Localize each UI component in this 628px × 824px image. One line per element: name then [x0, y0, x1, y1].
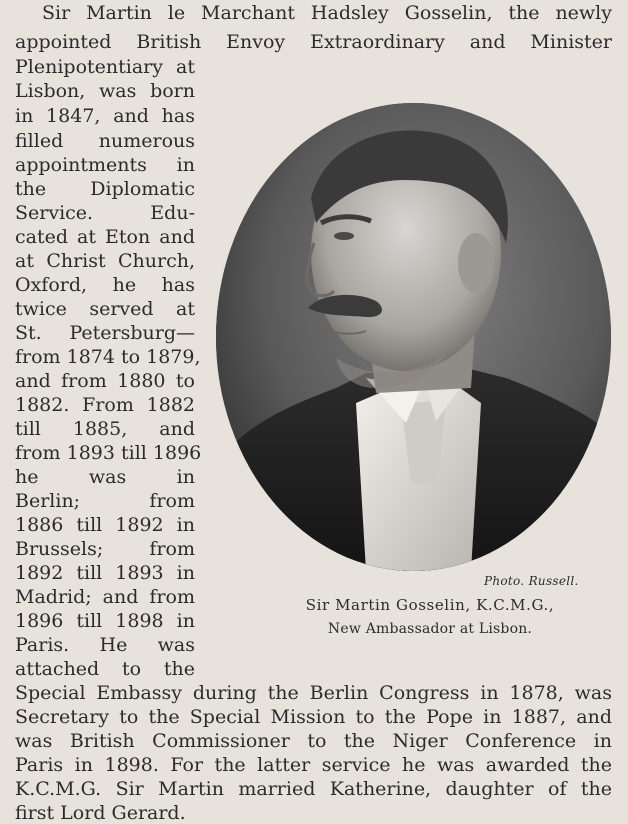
article-line: Paris. He was: [15, 634, 195, 656]
article-line: Lisbon, was born: [15, 80, 195, 102]
article-line: Madrid; and from: [15, 586, 195, 608]
article-line: 1896 till 1898 in: [15, 610, 195, 632]
article-line: Berlin; from: [15, 490, 195, 512]
article-line: Paris in 1898. For the latter service he was awarded the: [15, 754, 612, 776]
article-line: twice served at: [15, 298, 195, 320]
article-line: 1882. From 1882: [15, 394, 195, 416]
article-line: till 1885, and: [15, 418, 195, 440]
portrait-photo: [216, 103, 611, 571]
article-line: Plenipotentiary at: [15, 56, 195, 78]
article-line: the Diplomatic: [15, 178, 195, 200]
article-line: K.C.M.G. Sir Martin married Katherine, daughter of the: [15, 778, 612, 800]
article-line: Service. Edu-: [15, 202, 195, 224]
article-line: and from 1880 to: [15, 370, 195, 392]
caption-subtitle: New Ambassador at Lisbon.: [327, 621, 533, 637]
article-line: Brussels; from: [15, 538, 195, 560]
article-line: appointed British Envoy Extraordinary and Minister: [15, 31, 612, 53]
caption-title: Sir Martin Gosselin, K.C.M.G.,: [305, 596, 555, 614]
article-line: cated at Eton and: [15, 226, 195, 248]
article-line: Special Embassy during the Berlin Congress in 1878, was: [15, 682, 612, 704]
article-line: he was in: [15, 466, 195, 488]
article-line: from 1874 to 1879,: [15, 346, 201, 368]
portrait-illustration: [216, 103, 611, 571]
photo-credit: Photo. Russell.: [484, 574, 579, 588]
article-line: Secretary to the Special Mission to the Pope in 1887, and: [15, 706, 612, 728]
article-line: at Christ Church,: [15, 250, 195, 272]
article-line: was British Commissioner to the Niger Conference in: [15, 730, 612, 752]
article-line: appointments in: [15, 154, 195, 176]
article-line: Oxford, he has: [15, 274, 195, 296]
article-line: from 1893 till 1896: [15, 442, 202, 464]
article-line: Sir Martin le Marchant Hadsley Gosselin, the newly: [42, 2, 612, 24]
article-line: 1892 till 1893 in: [15, 562, 195, 584]
article-line: 1886 till 1892 in: [15, 514, 195, 536]
article-line: St. Petersburg—: [15, 322, 195, 344]
article-line: attached to the: [15, 658, 195, 680]
article-line: first Lord Gerard.: [15, 802, 186, 824]
article-line: in 1847, and has: [15, 105, 195, 127]
article-line: filled numerous: [15, 130, 195, 152]
